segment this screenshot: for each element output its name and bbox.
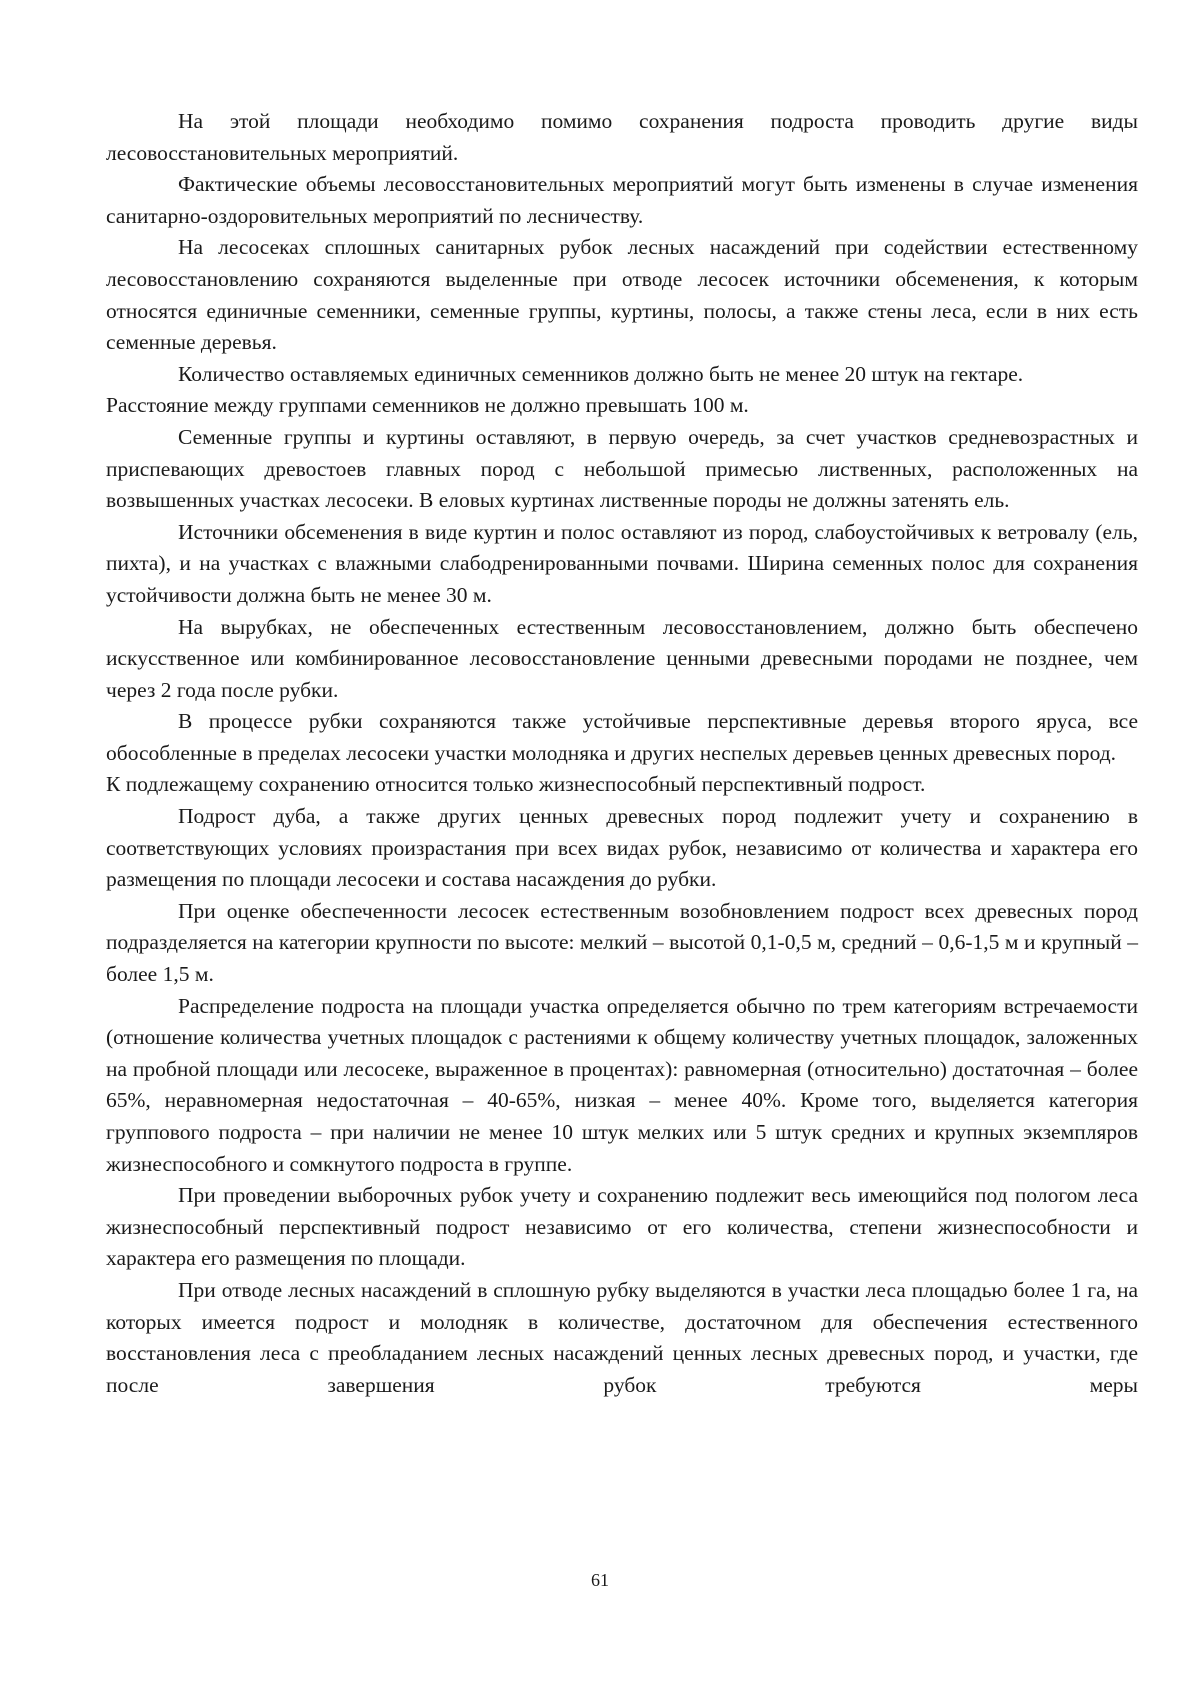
paragraph-6: Семенные группы и куртины оставляют, в первую очередь, за счет участков средневозрастных и приспевающих древостоев главных пород с небольшой примесью лиственных, расположенных на возвышенных участках лесосеки. В еловых куртинах лиственные породы не должны затенять ель. xyxy=(106,424,1138,513)
paragraph-2: Фактические объемы лесовосстановительных мероприятий могут быть изменены в случае изменения санитарно-оздоровительных мероприятий по лесничеству. xyxy=(106,172,1138,228)
paragraph-5: Расстояние между группами семенников не должно превышать 100 м. xyxy=(106,393,749,418)
paragraph-7: Источники обсеменения в виде куртин и полос оставляют из пород, слабоустойчивых к ветровалу (ель, пихта), и на участках с влажными слабодренированными почвами. Ширина семенных полос для сохранения устойчивости должна быть не менее 30 м. xyxy=(106,519,1138,607)
paragraph-12: При оценке обеспеченности лесосек естественным возобновлением подрост всех древесных пород подразделяется на категории крупности по высоте: мелкий – высотой 0,1-0,5 м, средний – 0,6-1,5 м и крупный – более 1,5 м. xyxy=(106,898,1138,987)
page-number: 61 xyxy=(591,1570,609,1590)
paragraph-11: Подрост дуба, а также других ценных древесных пород подлежит учету и сохранению в соответствующих условиях произрастания при всех видах рубок, независимо от количества и характера его размещения по площади лесосеки и состава насаждения до рубки. xyxy=(106,804,1138,892)
paragraph-15: При отводе лесных насаждений в сплошную рубку выделяются в участки леса площадью более 1 га, на которых имеется подрост и молодняк в количестве, достаточном для обеспечения естественного восстановления леса с преобладанием лесных насаждений ценных лесных древесных пород, и участки, где после завершения рубок требуются меры xyxy=(106,1277,1138,1397)
paragraph-9: В процессе рубки сохраняются также устойчивые перспективные деревья второго яруса, все обособленные в пределах лесосеки участки молодняка и других неспелых деревьев ценных древесных пород. xyxy=(106,709,1138,765)
body-text xyxy=(106,106,1138,1401)
paragraph-14: При проведении выборочных рубок учету и сохранению подлежит весь имеющийся под пологом леса жизнеспособный перспективный подрост независимо от его количества, степени жизнеспособности и характера его размещения по площади. xyxy=(106,1183,1138,1271)
paragraph-8: На вырубках, не обеспеченных естественным лесовосстановлением, должно быть обеспечено искусственное или комбинированное лесовосстановление ценными древесными породами не позднее, чем через 2 года после рубки. xyxy=(106,614,1138,702)
paragraph-13: Распределение подроста на площади участка определяется обычно по трем категориям встречаемости (отношение количества учетных площадок с растениями к общему количеству учетных площадок, заложенных на пробной площади или лесосеке, выраженное в процентах): равномерная (относительно) достаточная – более 65%, неравномерная недостаточная – 40-65%, низкая – менее 40%. Кроме того, выделяется категория группового подроста – при наличии не менее 10 штук мелких или 5 штук средних и крупных экземпляров жизнеспособного и сомкнутого подроста в группе. xyxy=(106,993,1138,1176)
paragraph-4: Количество оставляемых единичных семенников должно быть не менее 20 штук на гектаре. xyxy=(178,361,1024,386)
paragraph-10: К подлежащему сохранению относится только жизнеспособный перспективный подрост. xyxy=(106,772,926,797)
paragraph-3: На лесосеках сплошных санитарных рубок лесных насаждений при содействии естественному лесовосстановлению сохраняются выделенные при отводе лесосек источники обсеменения, к которым относятся единичные семенники, семенные группы, куртины, полосы, а также стены леса, если в них есть семенные деревья. xyxy=(106,235,1138,355)
paragraph-1: На этой площади необходимо помимо сохранения подроста проводить другие виды лесовосстановительных мероприятий. xyxy=(106,109,1138,165)
